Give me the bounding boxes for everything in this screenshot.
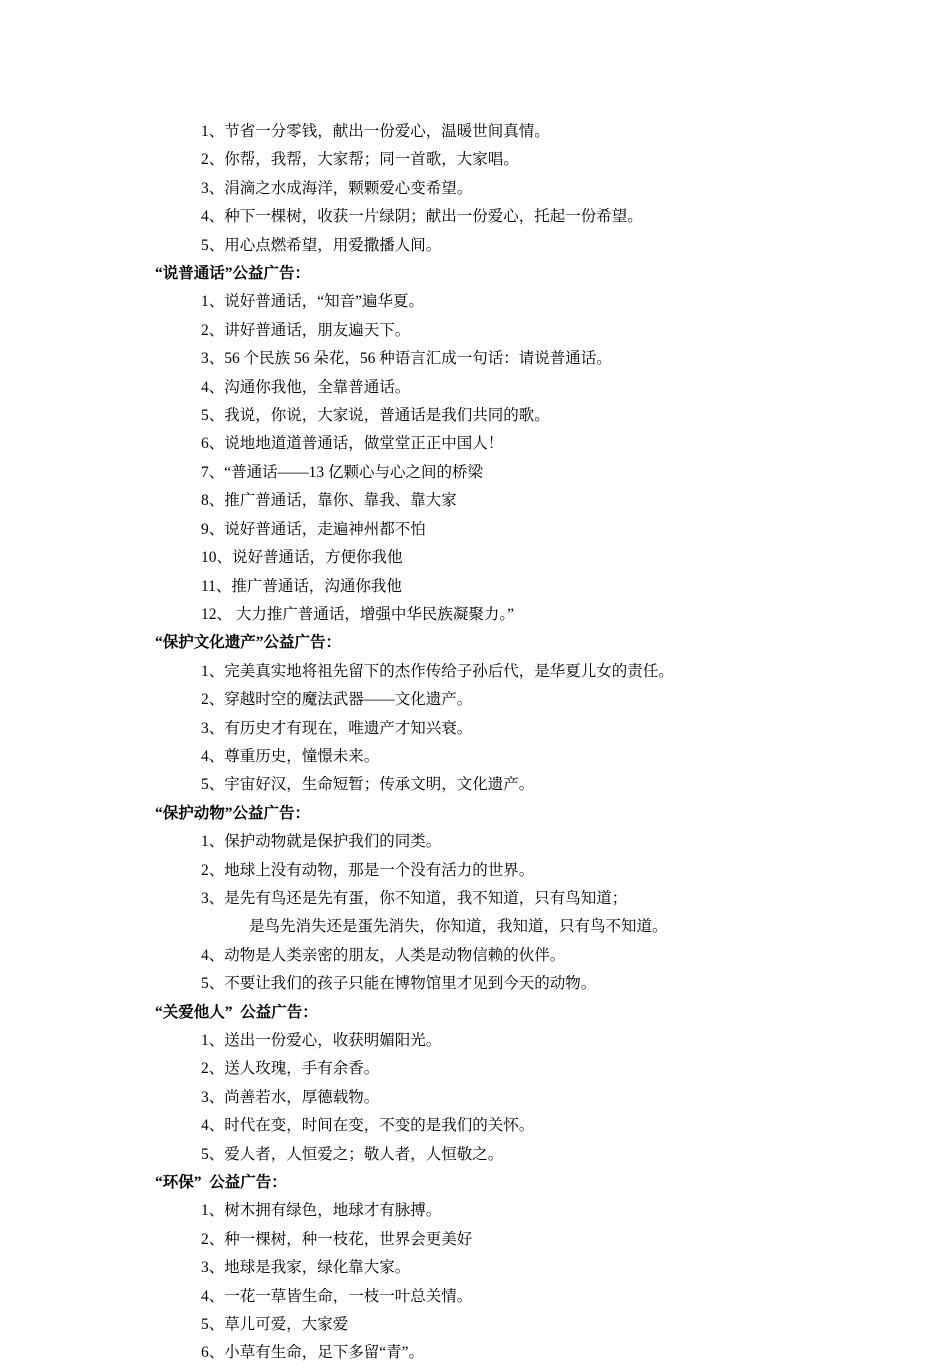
list-item: 2、种一棵树，种一枝花，世界会更美好 [201, 1230, 473, 1248]
list-item: 3、地球是我家，绿化靠大家。 [201, 1259, 411, 1277]
list-item: 2、你帮，我帮，大家帮；同一首歌，大家唱。 [201, 151, 519, 169]
list-item: 4、动物是人类亲密的朋友，人类是动物信赖的伙伴。 [201, 946, 566, 964]
list-item: 1、完美真实地将祖先留下的杰作传给子孙后代，是华夏儿女的责任。 [201, 662, 674, 680]
section-heading: “关爱他人” 公益广告： [155, 1003, 318, 1021]
list-item: 是鸟先消失还是蛋先消失，你知道，我知道，只有鸟不知道。 [249, 918, 668, 936]
list-item: 3、是先有鸟还是先有蛋，你不知道，我不知道，只有鸟知道； [201, 889, 628, 907]
list-item: 2、讲好普通话，朋友遍天下。 [201, 321, 411, 339]
section-heading: “环保” 公益广告： [155, 1174, 287, 1192]
list-item: 5、不要让我们的孩子只能在博物馆里才见到今天的动物。 [201, 975, 597, 993]
document-section [145, 629, 855, 799]
document-section [145, 999, 855, 1169]
document-section [145, 800, 855, 999]
section-heading: “保护文化遗产”公益广告： [155, 634, 342, 652]
list-item: 4、尊重历史，憧憬未来。 [201, 747, 380, 765]
list-item: 1、送出一份爱心，收获明媚阳光。 [201, 1032, 442, 1049]
list-item: 1、节省一分零钱，献出一份爱心，温暖世间真情。 [201, 123, 550, 140]
list-item: 5、草儿可爱，大家爱 [201, 1316, 349, 1334]
document-body [145, 118, 855, 1368]
list-item: 8、推广普通话，靠你、靠我、靠大家 [201, 492, 457, 510]
list-item: 5、爱人者，人恒爱之；敬人者，人恒敬之。 [201, 1145, 504, 1163]
section-heading: “说普通话”公益广告： [155, 265, 311, 283]
list-item: 11、推广普通话，沟通你我他 [201, 577, 402, 595]
list-item: 4、时代在变，时间在变，不变的是我们的关怀。 [201, 1117, 535, 1135]
document-list [145, 118, 855, 260]
list-item: 3、56 个民族 56 朵花，56 种语言汇成一句话：请说普通话。 [201, 350, 612, 368]
list-item: 4、沟通你我他，全靠普通话。 [201, 378, 411, 396]
list-item: 9、说好普通话，走遍神州都不怕 [201, 520, 426, 538]
document-section [145, 260, 855, 629]
list-item: 4、种下一棵树，收获一片绿阴；献出一份爱心，托起一份希望。 [201, 208, 643, 226]
list-item: 5、宇宙好汉，生命短暂；传承文明，文化遗产。 [201, 776, 535, 794]
list-item: 1、树木拥有绿色，地球才有脉搏。 [201, 1202, 442, 1220]
list-item: 12、 大力推广普通话，增强中华民族凝聚力。” [201, 605, 515, 623]
document-section [145, 1169, 855, 1368]
list-item: 4、一花一草皆生命，一枝一叶总关情。 [201, 1287, 473, 1305]
list-item: 2、穿越时空的魔法武器——文化遗产。 [201, 691, 473, 709]
list-item: 6、说地地道道普通话，做堂堂正正中国人！ [201, 435, 504, 453]
list-item: 7、“普通话——13 亿颗心与心之间的桥梁 [201, 463, 484, 481]
list-item: 1、说好普通话，“知音”遍华夏。 [201, 293, 425, 311]
list-item: 3、涓滴之水成海洋，颗颗爱心变希望。 [201, 179, 473, 197]
list-item: 6、小草有生命，足下多留“青”。 [201, 1344, 425, 1362]
list-item: 3、尚善若水，厚德载物。 [201, 1088, 380, 1106]
list-item: 2、地球上没有动物，那是一个没有活力的世界。 [201, 861, 535, 879]
list-item: 1、保护动物就是保护我们的同类。 [201, 833, 442, 851]
list-item: 5、用心点燃希望，用爱撒播人间。 [201, 236, 442, 254]
list-item: 5、我说，你说，大家说，普通话是我们共同的歌。 [201, 407, 550, 425]
list-item: 10、说好普通话，方便你我他 [201, 549, 403, 567]
list-item: 2、送人玫瑰，手有余香。 [201, 1060, 380, 1078]
list-item: 3、有历史才有现在，唯遗产才知兴衰。 [201, 719, 473, 737]
section-heading: “保护动物”公益广告： [155, 804, 311, 822]
